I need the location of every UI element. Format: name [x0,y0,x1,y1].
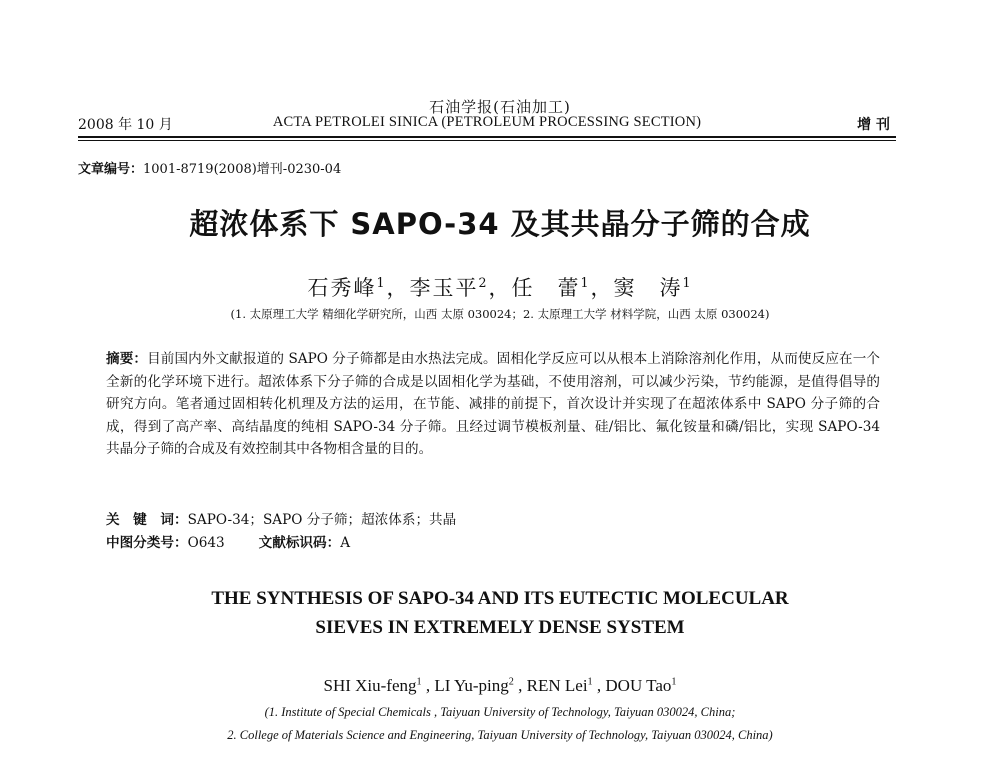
abstract-label: 摘要： [106,351,148,367]
abstract-cn [106,348,880,461]
journal-name-cn: 石油学报(石油加工) [429,98,571,116]
affiliation-en-line-1: (1. Institute of Special Chemicals , Taiyuan University of Technology, Taiyuan 030024, China; [264,705,736,719]
author-affil-mark: 1 [671,676,677,688]
header-rule-thick [78,136,896,138]
affiliation-en-line-2: 2. College of Materials Science and Engineering, Taiyuan University of Technology, Taiyuan 030024, China) [227,728,773,742]
author-affil-mark: 1 [587,676,593,688]
article-number-label: 文章编号： [78,162,144,177]
author-affil-mark: 2 [508,676,514,688]
author-name-cn: 石秀峰 [307,276,377,300]
author-affil-mark: 1 [682,275,693,290]
author-name-en: DOU Tao [605,676,672,695]
keywords-cn [106,508,456,528]
article-number [78,158,341,177]
author-name-en: SHI Xiu-feng [323,676,417,695]
author-affil-mark: 2 [478,275,489,290]
supplement-label: 增 刊 [857,117,890,133]
doc-code-label: 文献标识码： [258,535,341,551]
author-name-en: REN Lei [526,676,588,695]
issue-date: 2008 年 10 月 [78,117,173,133]
author-name-cn: 任 蕾 [511,276,581,300]
title-en-line-2: SIEVES IN EXTREMELY DENSE SYSTEM [315,617,685,638]
clc-label: 中图分类号： [106,535,188,551]
doc-code-value: A [340,535,351,551]
paper-title-cn: 超浓体系下 SAPO-34 及其共晶分子筛的合成 [189,207,811,241]
author-name-cn: 窦 涛 [613,276,683,300]
author-affil-mark: 1 [416,676,422,688]
keywords-text: SAPO-34；SAPO 分子筛；超浓体系；共晶 [187,512,457,528]
journal-name-en: ACTA PETROLEI SINICA (PETROLEUM PROCESSING SECTION) [272,114,702,130]
clc-value: O643 [187,535,225,551]
paper-title-en [0,584,1000,642]
author-name-cn: 李玉平 [409,276,479,300]
title-en-line-1: THE SYNTHESIS OF SAPO-34 AND ITS EUTECTIC MOLECULAR [211,588,789,609]
author-name-en: LI Yu-ping [434,676,509,695]
author-list-en: SHI Xiu-feng$^1$ , LI Yu-ping$^2$ , REN Lei$^1$ , DOU Tao$^1$ [323,676,677,695]
running-header [78,114,896,136]
header-rule-thin [78,140,896,141]
author-affil-mark: 1 [376,275,387,290]
affiliation-cn: (1. 太原理工大学 精细化学研究所，山西 太原 030024；2. 太原理工大学 材料学院，山西 太原 030024) [230,307,770,321]
abstract-text: 目前国内外文献报道的 SAPO 分子筛都是由水热法完成。固相化学反应可以从根本上消除溶剂化作用，从而使反应在一个全新的化学环境下进行。超浓体系下分子筛的合成是以固相化学为基础，不使用溶剂，可以减少污染，节约能源，是值得倡导的研究方向。笔者通过固相转化机理及方法的运用，在节能、减排的前提下，首次设计并实现了在超浓体系中 SAPO 分子筛的合成，得到了高产率、高结晶度的纯相 SAPO-34 分子筛。且经过调节模板剂量、硅/铝比、氟化铵量和磷/铝比，实现 SAPO-34 共晶分子筛的合成及有效控制其中各物相含量的目的。 [106,351,881,458]
classification-line [106,531,350,551]
keywords-label: 关 键 词： [106,512,188,528]
author-affil-mark: 1 [580,275,591,290]
article-number-value: 1001-8719(2008)增刊-0230-04 [143,162,342,177]
author-list-cn: 石秀峰$^1$，李玉平$^2$，任 蕾$^1$，窦 涛$^1$ [307,275,693,300]
